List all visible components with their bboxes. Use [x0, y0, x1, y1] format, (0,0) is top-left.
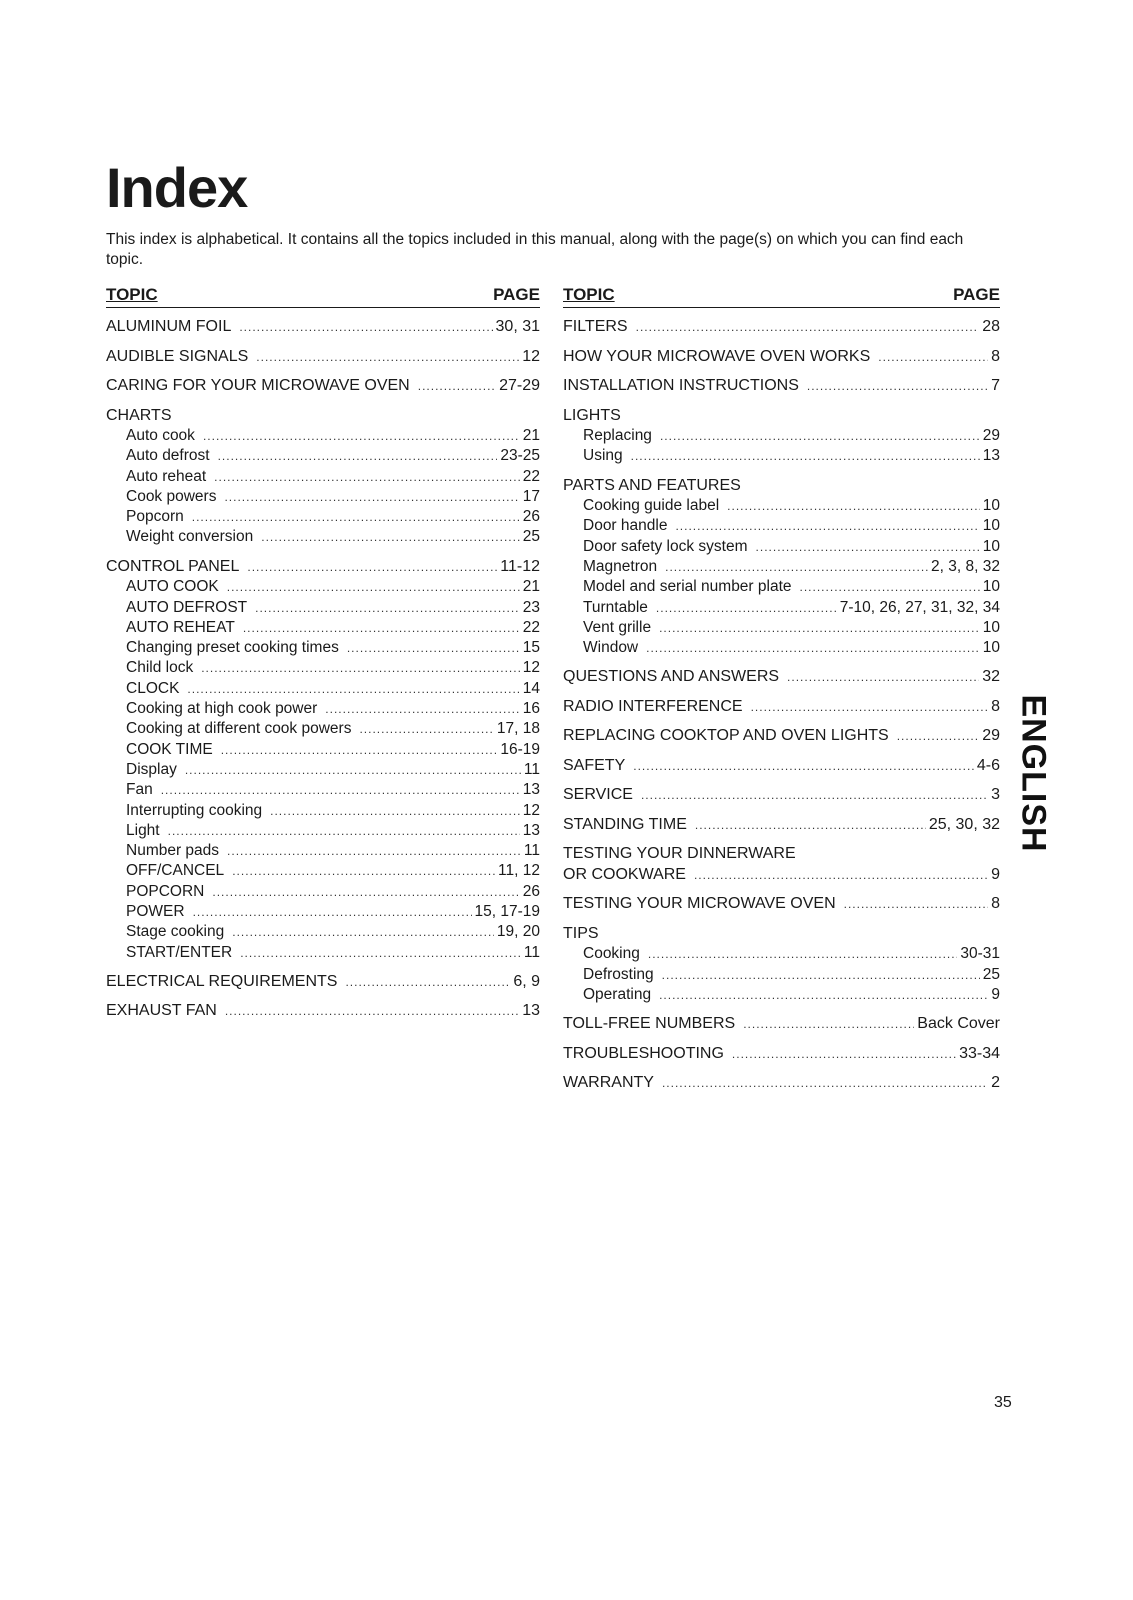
entry-page: Back Cover — [917, 1015, 1000, 1033]
index-entry-row — [563, 815, 1000, 836]
entry-topic: SAFETY — [563, 756, 626, 774]
index-entry-row — [563, 785, 1000, 806]
dot-leader — [751, 697, 989, 718]
entry-topic: AUTO COOK — [126, 578, 219, 596]
index-entry — [563, 317, 1000, 338]
entry-topic: Auto cook — [126, 427, 195, 444]
dot-leader — [646, 638, 980, 658]
index-entry — [563, 476, 1000, 659]
entry-page: 15 — [522, 639, 540, 657]
entry-page: 16 — [522, 700, 540, 718]
index-subentry — [106, 487, 540, 507]
dot-leader — [659, 618, 980, 638]
entry-topic-continued: OR COOKWARE — [563, 865, 686, 883]
entry-page: 10 — [982, 537, 1000, 555]
page-number: 35 — [994, 1394, 1012, 1411]
entry-page: 8 — [991, 895, 1000, 913]
entry-topic: Weight conversion — [126, 528, 254, 546]
dot-leader — [662, 965, 980, 985]
index-entries — [106, 317, 540, 1022]
index-subentry — [106, 446, 540, 466]
entry-topic: FILTERS — [563, 318, 628, 335]
index-subentry — [106, 902, 540, 922]
entry-topic: CONTROL PANEL — [106, 557, 240, 575]
dot-leader — [756, 537, 980, 557]
index-subentry — [563, 557, 1000, 577]
dot-leader — [193, 902, 472, 922]
index-entries — [563, 317, 1000, 1094]
entry-topic: TROUBLESHOOTING — [563, 1044, 724, 1062]
index-subentry — [106, 861, 540, 881]
dot-leader — [232, 922, 494, 942]
entry-topic: CARING FOR YOUR MICROWAVE OVEN — [106, 377, 410, 394]
entry-topic: OFF/CANCEL — [126, 862, 225, 880]
index-entry-row — [106, 972, 540, 993]
index-subentry — [106, 841, 540, 861]
entry-topic: Operating — [583, 986, 652, 1004]
index-entry-row — [563, 756, 1000, 777]
dot-leader — [224, 487, 519, 507]
index-entry — [563, 667, 1000, 688]
index-entry-row — [563, 894, 1000, 915]
entry-page: 15, 17-19 — [474, 903, 540, 921]
entry-topic: Interrupting cooking — [126, 801, 263, 819]
dot-leader — [727, 496, 980, 516]
dot-leader — [641, 785, 988, 806]
dot-leader — [659, 985, 988, 1005]
entry-topic: EXHAUST FAN — [106, 1002, 217, 1020]
index-subentry — [106, 740, 540, 760]
entry-page: 29 — [982, 727, 1000, 745]
entry-page: 13 — [522, 781, 540, 799]
index-subentry — [106, 719, 540, 739]
dot-leader — [675, 516, 979, 536]
index-entry-row — [563, 726, 1000, 747]
index-entry — [563, 406, 1000, 467]
index-subentry — [106, 882, 540, 902]
entry-page: 16-19 — [500, 740, 540, 758]
index-subentry — [563, 598, 1000, 618]
entry-page: 2, 3, 8, 32 — [931, 557, 1000, 575]
dot-leader — [168, 821, 520, 841]
entry-topic: Light — [126, 821, 160, 839]
index-entry-row — [563, 844, 1000, 865]
entry-topic: COOK TIME — [126, 740, 213, 758]
index-entry-row — [106, 376, 540, 397]
entry-topic: START/ENTER — [126, 943, 233, 961]
entry-topic: Defrosting — [583, 965, 654, 983]
index-subentry — [563, 496, 1000, 516]
entry-topic: AUTO DEFROST — [126, 598, 248, 616]
entry-page: 10 — [982, 578, 1000, 596]
dot-leader — [161, 780, 520, 800]
entry-topic: Child lock — [126, 659, 194, 677]
entry-topic: INSTALLATION INSTRUCTIONS — [563, 377, 799, 394]
index-subentry — [106, 658, 540, 678]
index-entry-row — [106, 1001, 540, 1022]
topic-header: TOPIC — [106, 285, 158, 304]
index-entry — [563, 924, 1000, 1005]
index-entry — [563, 726, 1000, 747]
dot-leader — [878, 347, 988, 368]
dot-leader — [648, 944, 957, 964]
entry-topic: LIGHTS — [563, 406, 621, 424]
dot-leader — [665, 557, 928, 577]
entry-page: 8 — [991, 347, 1000, 365]
dot-leader — [201, 658, 520, 678]
dot-leader — [787, 667, 979, 688]
entry-page: 3 — [991, 786, 1000, 804]
index-entry — [563, 1073, 1000, 1094]
dot-leader — [732, 1044, 956, 1065]
dot-leader — [800, 577, 980, 597]
entry-page: 17 — [522, 487, 540, 505]
dot-leader — [345, 972, 510, 993]
entry-page: 11 — [523, 760, 540, 778]
dot-leader — [418, 376, 496, 397]
column-header — [563, 285, 1000, 308]
entry-page: 25, 30, 32 — [928, 815, 1000, 833]
entry-page: 12 — [522, 801, 540, 819]
dot-leader — [359, 719, 493, 739]
index-entry — [106, 317, 540, 338]
index-entry-row — [563, 406, 1000, 427]
entry-topic: SERVICE — [563, 786, 633, 804]
column-header — [106, 285, 540, 308]
entry-page: 7-10, 26, 27, 31, 32, 34 — [839, 598, 1000, 616]
index-subentry — [106, 699, 540, 719]
entry-topic: Cooking at high cook power — [126, 700, 318, 718]
dot-leader — [256, 347, 519, 368]
index-column-left — [106, 285, 540, 1022]
entry-topic: Display — [126, 760, 177, 778]
index-entry — [563, 376, 1000, 397]
dot-leader — [225, 1001, 519, 1022]
index-entry-row — [563, 317, 1000, 338]
dot-leader — [844, 894, 988, 915]
dot-leader — [255, 598, 520, 618]
entry-page: 2 — [991, 1074, 1000, 1092]
index-subentry — [106, 679, 540, 699]
index-entry-row — [106, 347, 540, 368]
entry-page: 26 — [522, 508, 540, 526]
entry-topic: PARTS AND FEATURES — [563, 476, 741, 494]
dot-leader — [807, 376, 988, 397]
index-subentry — [563, 426, 1000, 446]
index-subentry — [563, 638, 1000, 658]
index-entry — [563, 756, 1000, 777]
entry-page: 13 — [522, 1002, 540, 1020]
entry-page: 12 — [522, 347, 540, 365]
entry-page: 22 — [522, 618, 540, 636]
index-subentry — [563, 618, 1000, 638]
entry-topic: POWER — [126, 903, 185, 921]
intro-text: This index is alphabetical. It contains all the topics included in this manual, along with the page(s) on which you can find each topic. — [106, 231, 964, 268]
dot-leader — [212, 882, 519, 902]
entry-topic: TESTING YOUR DINNERWARE — [563, 845, 796, 863]
index-entry — [563, 347, 1000, 368]
index-subentry — [106, 598, 540, 618]
entry-page: 4-6 — [976, 756, 1000, 774]
index-entry-row — [563, 667, 1000, 688]
entry-topic: Door handle — [583, 517, 668, 535]
entry-topic: Cooking — [583, 945, 640, 963]
index-subentry — [563, 985, 1000, 1005]
index-subentry — [106, 780, 540, 800]
dot-leader — [239, 317, 492, 338]
dot-leader — [203, 426, 520, 446]
index-entry — [106, 376, 540, 397]
entry-topic: Auto defrost — [126, 447, 210, 465]
index-subentry — [106, 922, 540, 942]
entry-page: 25 — [522, 528, 540, 546]
entry-topic: Stage cooking — [126, 923, 225, 941]
entry-page: 9 — [991, 986, 1000, 1004]
entry-page: 23 — [522, 598, 540, 616]
index-subentry — [106, 821, 540, 841]
dot-leader — [270, 801, 520, 821]
entry-topic: HOW YOUR MICROWAVE OVEN WORKS — [563, 347, 871, 365]
dot-leader — [227, 841, 521, 861]
entry-topic: Cooking at different cook powers — [126, 720, 352, 738]
entry-topic: Window — [583, 639, 639, 657]
entry-topic: TIPS — [563, 924, 599, 942]
index-subentry — [106, 527, 540, 547]
entry-page: 33-34 — [959, 1044, 1000, 1062]
entry-page: 6, 9 — [513, 972, 540, 990]
index-entry — [563, 815, 1000, 836]
dot-leader — [214, 467, 520, 487]
dot-leader — [221, 740, 498, 760]
entry-page: 13 — [522, 821, 540, 839]
entry-topic: Vent grille — [583, 618, 652, 636]
dot-leader — [247, 557, 497, 578]
dot-leader — [660, 426, 980, 446]
page-header: PAGE — [953, 285, 1000, 304]
language-tab — [1014, 668, 1053, 878]
index-subentry — [106, 760, 540, 780]
entry-topic: Popcorn — [126, 508, 184, 526]
entry-topic: Number pads — [126, 842, 220, 860]
index-entry-row — [106, 557, 540, 578]
index-subentry — [106, 507, 540, 527]
index-subentry — [563, 537, 1000, 557]
entry-topic: Magnetron — [583, 557, 658, 575]
entry-topic: TESTING YOUR MICROWAVE OVEN — [563, 895, 836, 913]
entry-page: 8 — [991, 697, 1000, 715]
index-entry-row — [563, 1073, 1000, 1094]
index-entry-row — [563, 347, 1000, 368]
entry-topic: Turntable — [583, 598, 648, 616]
dot-leader — [187, 679, 519, 699]
dot-leader — [192, 507, 520, 527]
dot-leader — [662, 1073, 988, 1094]
entry-page: 32 — [982, 668, 1000, 686]
dot-leader — [232, 861, 495, 881]
index-entry — [563, 894, 1000, 915]
index-entry-row — [563, 476, 1000, 497]
entry-topic: TOLL-FREE NUMBERS — [563, 1015, 736, 1033]
entry-topic: REPLACING COOKTOP AND OVEN LIGHTS — [563, 727, 889, 745]
entry-page: 28 — [982, 318, 1000, 335]
dot-leader — [218, 446, 498, 466]
index-subentry — [106, 467, 540, 487]
entry-topic: AUDIBLE SIGNALS — [106, 347, 249, 365]
entry-page: 27-29 — [499, 377, 540, 394]
index-entry-row — [563, 865, 1000, 886]
entry-page: 11, 12 — [498, 862, 540, 880]
entry-topic: Using — [583, 447, 623, 465]
entry-page: 30-31 — [960, 945, 1000, 963]
index-subentry — [106, 638, 540, 658]
dot-leader — [636, 317, 980, 338]
dot-leader — [325, 699, 519, 719]
index-entry — [106, 347, 540, 368]
entry-page: 11 — [523, 943, 540, 961]
entry-topic: POPCORN — [126, 882, 205, 900]
entry-page: 22 — [522, 467, 540, 485]
entry-topic: Cook powers — [126, 487, 217, 505]
entry-page: 10 — [982, 639, 1000, 657]
entry-page: 13 — [982, 447, 1000, 465]
entry-topic: Replacing — [583, 427, 652, 444]
dot-leader — [185, 760, 521, 780]
index-subentry — [106, 943, 540, 963]
index-subentry — [106, 577, 540, 597]
entry-topic: CLOCK — [126, 679, 180, 697]
entry-page: 17, 18 — [496, 720, 540, 738]
index-entry-row — [563, 697, 1000, 718]
entry-page: 10 — [982, 517, 1000, 535]
entry-topic: Fan — [126, 781, 153, 799]
entry-topic: RADIO INTERFERENCE — [563, 697, 743, 715]
entry-page: 9 — [991, 865, 1000, 883]
dot-leader — [347, 638, 520, 658]
index-entry — [106, 406, 540, 548]
entry-page: 19, 20 — [496, 923, 540, 941]
dot-leader — [743, 1014, 914, 1035]
index-entry — [106, 557, 540, 963]
index-subentry — [563, 577, 1000, 597]
entry-page: 11-12 — [500, 557, 540, 575]
entry-page: 21 — [522, 427, 540, 444]
entry-topic: ELECTRICAL REQUIREMENTS — [106, 972, 338, 990]
index-column-right — [563, 285, 1000, 1094]
index-entry — [563, 1014, 1000, 1035]
index-subentry — [563, 516, 1000, 536]
dot-leader — [227, 577, 520, 597]
entry-page: 14 — [522, 679, 540, 697]
index-subentry — [106, 618, 540, 638]
language-tab-label: ENGLISH — [1014, 693, 1053, 853]
index-subentry — [106, 801, 540, 821]
index-entry-row — [563, 376, 1000, 397]
entry-page: 26 — [522, 882, 540, 900]
entry-topic: ALUMINUM FOIL — [106, 318, 232, 335]
index-subentry — [106, 426, 540, 446]
index-entry-row — [106, 406, 540, 427]
index-entry — [563, 844, 1000, 885]
index-subentry — [563, 944, 1000, 964]
entry-page: 29 — [982, 427, 1000, 444]
dot-leader — [694, 865, 988, 886]
index-entry-row — [563, 924, 1000, 945]
entry-topic: AUTO REHEAT — [126, 618, 235, 636]
dot-leader — [261, 527, 520, 547]
entry-topic: Changing preset cooking times — [126, 639, 339, 657]
page-title: Index — [106, 156, 248, 219]
entry-topic: WARRANTY — [563, 1074, 654, 1092]
index-subentry — [563, 965, 1000, 985]
dot-leader — [656, 598, 837, 618]
index-entry — [106, 972, 540, 993]
dot-leader — [631, 446, 980, 466]
index-entry-row — [563, 1044, 1000, 1065]
entry-page: 30, 31 — [495, 318, 540, 335]
dot-leader — [633, 756, 974, 777]
entry-topic: Model and serial number plate — [583, 578, 792, 596]
index-entry — [106, 1001, 540, 1022]
entry-topic: Auto reheat — [126, 467, 207, 485]
dot-leader — [897, 726, 979, 747]
dot-leader — [695, 815, 926, 836]
entry-topic: STANDING TIME — [563, 815, 687, 833]
index-entry — [563, 785, 1000, 806]
index-entry-row — [106, 317, 540, 338]
dot-leader — [240, 943, 521, 963]
index-entry — [563, 1044, 1000, 1065]
entry-page: 25 — [982, 965, 1000, 983]
entry-page: 23-25 — [500, 447, 540, 465]
entry-topic: Door safety lock system — [583, 537, 748, 555]
entry-page: 21 — [522, 578, 540, 596]
topic-header: TOPIC — [563, 285, 615, 304]
entry-topic: QUESTIONS AND ANSWERS — [563, 668, 780, 686]
entry-page: 7 — [991, 377, 1000, 394]
entry-topic: CHARTS — [106, 406, 172, 424]
entry-page: 11 — [523, 842, 540, 860]
page-header: PAGE — [493, 285, 540, 304]
entry-topic: Cooking guide label — [583, 497, 720, 515]
entry-page: 10 — [982, 618, 1000, 636]
index-subentry — [563, 446, 1000, 466]
index-entry-row — [563, 1014, 1000, 1035]
index-entry — [563, 697, 1000, 718]
entry-page: 12 — [522, 659, 540, 677]
dot-leader — [243, 618, 520, 638]
entry-page: 10 — [982, 497, 1000, 515]
